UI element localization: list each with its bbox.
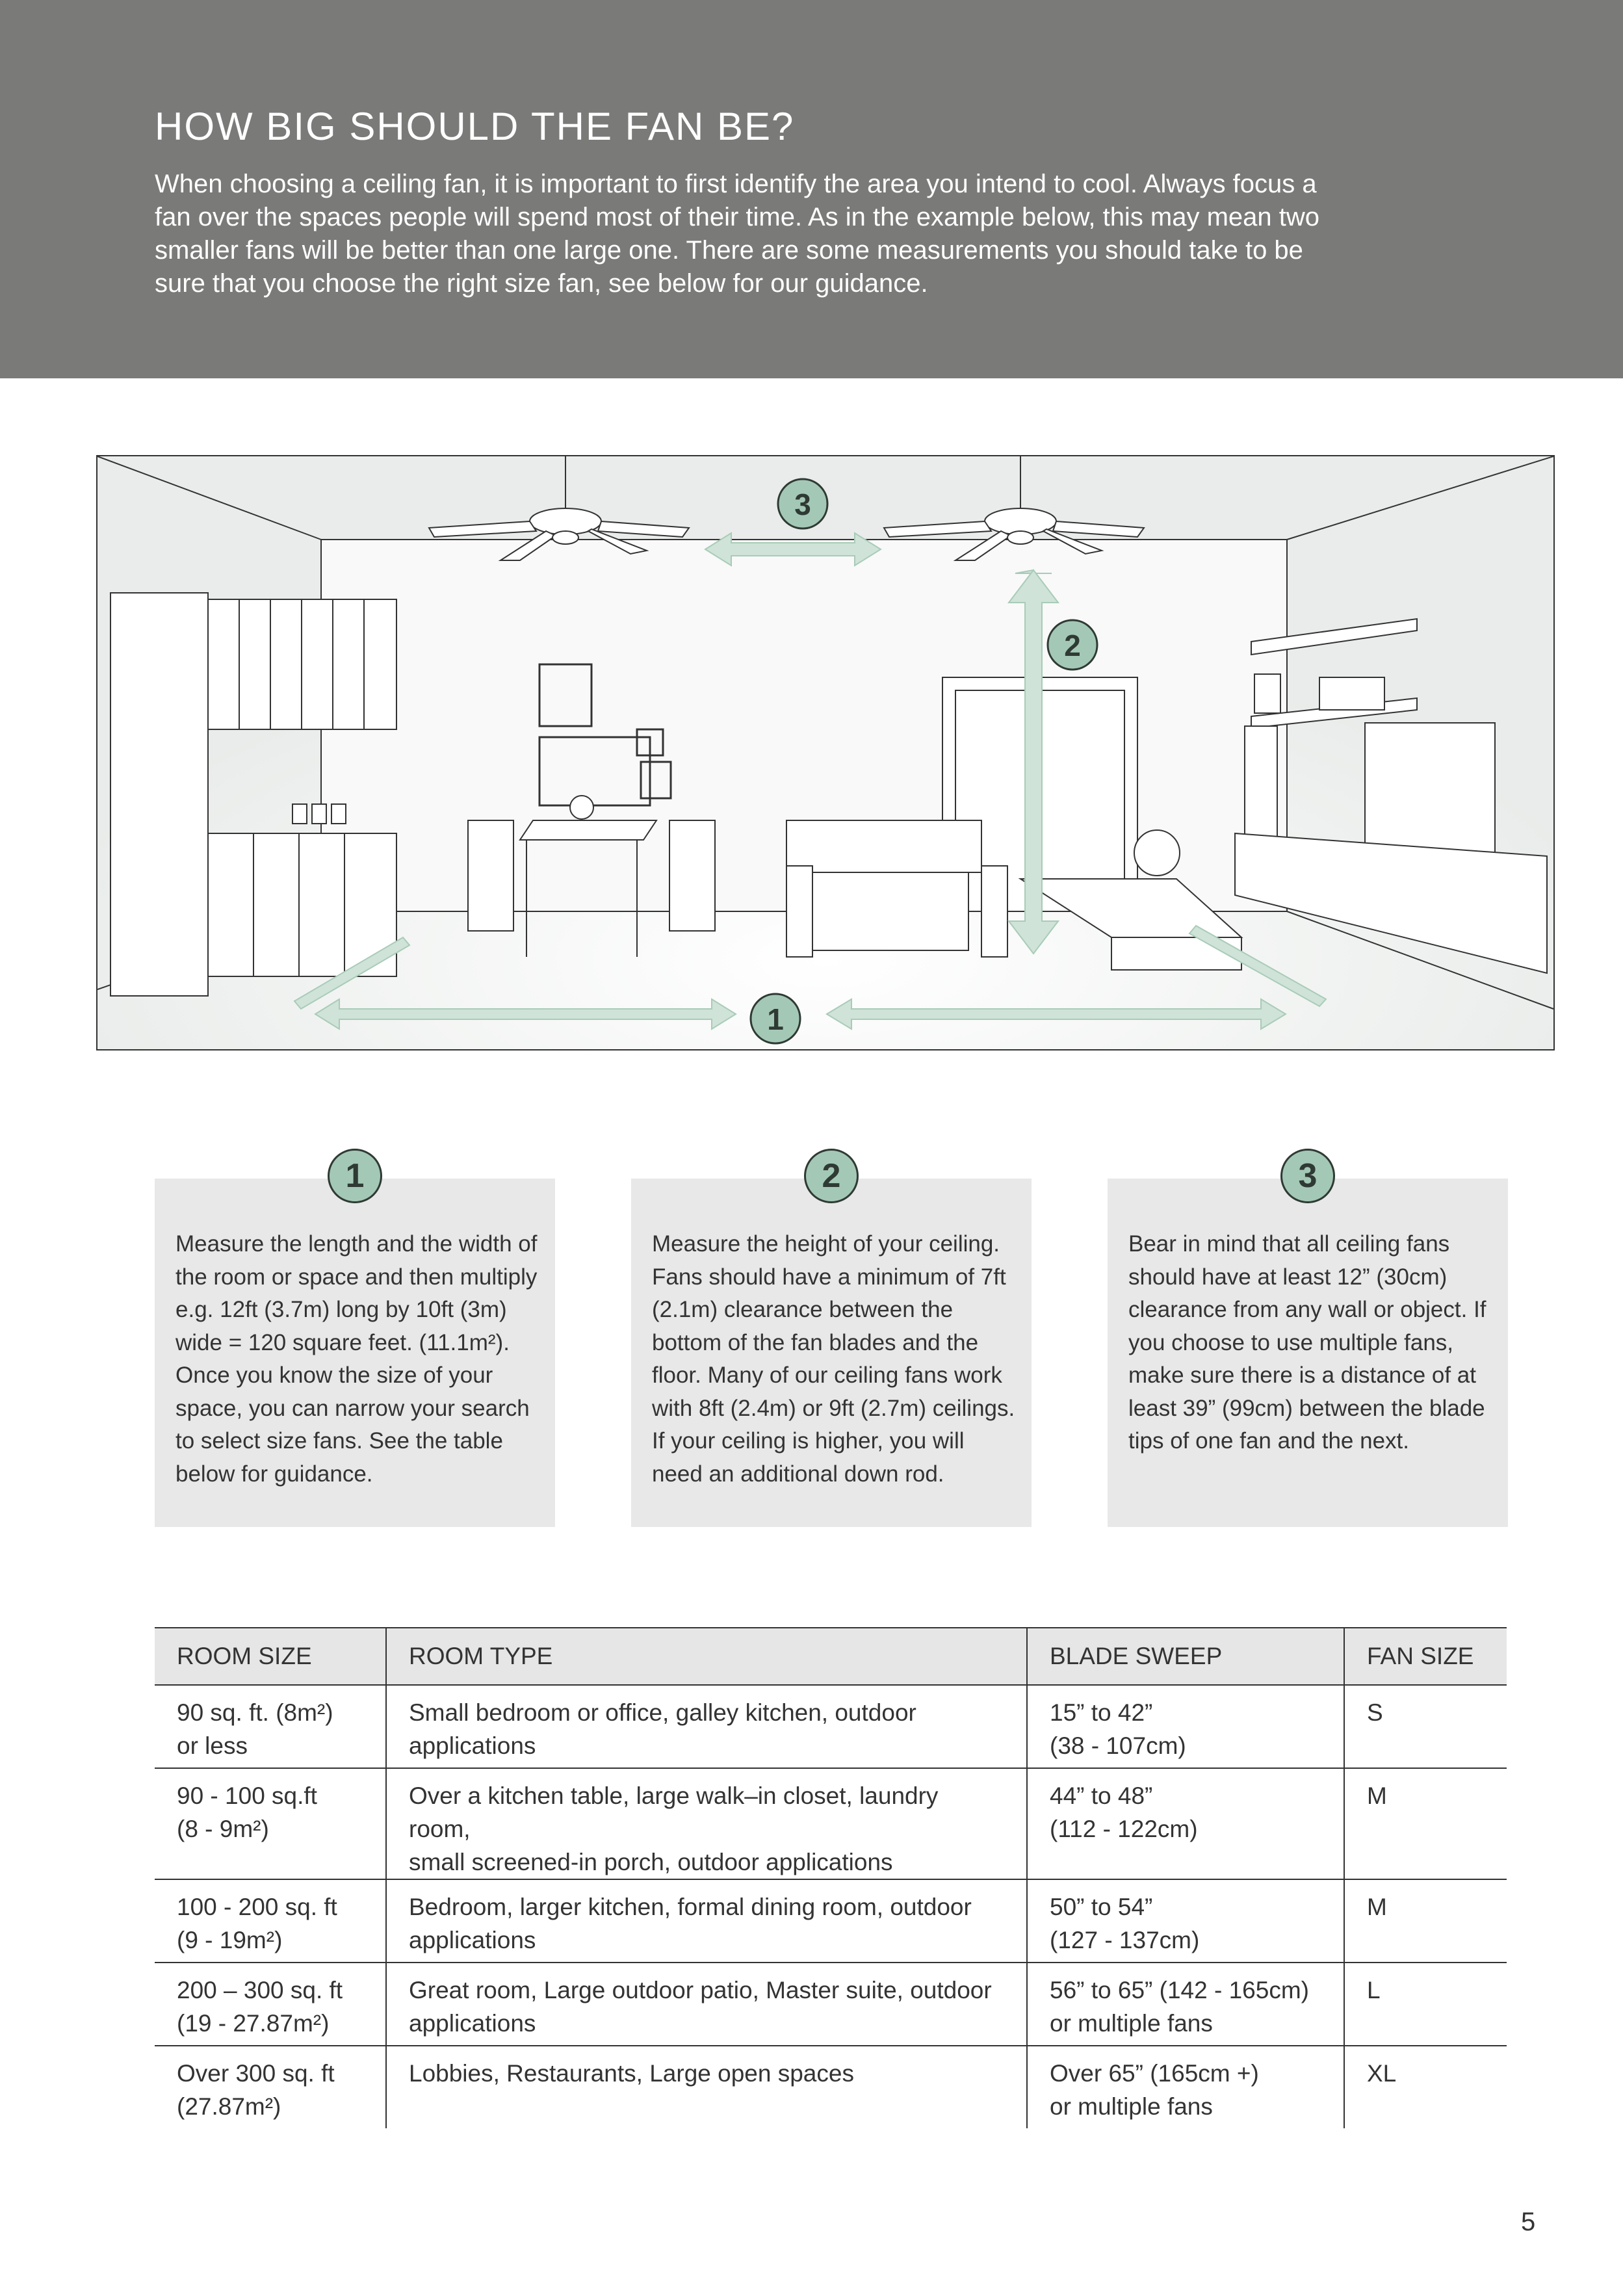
step-card-3 [1108,1157,1508,1527]
room-size-cell: Over 300 sq. ft (27.87m²) [177,2060,335,2120]
marker-3 [778,479,827,528]
table-row [155,1879,1507,1963]
room-size-cell: 200 – 300 sq. ft (19 - 27.87m²) [155,1963,386,2046]
page-title: HOW BIG SHOULD THE FAN BE? [155,105,795,148]
fan-size-cell: L [1344,1963,1507,2046]
fan-size-cell: S [1344,1685,1507,1768]
table-row [155,1963,1507,2046]
intro-paragraph: When choosing a ceiling fan, it is important to first identify the area you intend to cool. Always focus a fan over the spaces people will spend most of their time. As in the example below, this may mean two smaller fans will be better than one large one. There are some measurements you should take to be sure that you choose the right size fan, see below for our guidance. [155,170,1320,298]
marker-1 [751,994,800,1043]
room-type-cell: Over a kitchen table, large walk–in closet, laundry room, small screened-in porch, outdoor applications [386,1768,1027,1879]
room-type-cell: Bedroom, larger kitchen, formal dining room, outdoor applications [386,1879,1027,1963]
table-row [155,2046,1507,2128]
room-size-cell: 90 - 100 sq.ft (8 - 9m²) [155,1768,386,1879]
blade-sweep-cell: 50” to 54” (127 - 137cm) [1027,1879,1344,1963]
step-number-2: 2 [804,1149,859,1203]
table-row [155,1685,1507,1768]
marker-2 [1048,620,1097,670]
step-text-3: Bear in mind that all ceiling fans should have at least 12” (30cm) clearance from any wall or object. If you choose to use multiple fans, make sure there is a distance of at least 39” (99cm) between the blade tips of one fan and the next. [1128,1231,1487,1454]
blade-sweep-cell: 56” to 65” (142 - 165cm) or multiple fans [1027,1963,1344,2046]
fan-size-table [155,1627,1507,2128]
step-text-2: Measure the height of your ceiling. Fans should have a minimum of 7ft (2.1m) clearance between the bottom of the fan blades and the floor. Many of our ceiling fans work with 8ft (2.4m) or 9ft (2.7m) ceilings. If your ceiling is higher, you will need an additional down rod. [652,1231,1015,1487]
blade-sweep-cell: Over 65” (165cm +) or multiple fans [1027,2046,1344,2128]
room-type-cell: Great room, Large outdoor patio, Master suite, outdoor applications [386,1963,1027,2046]
room-type-cell: Lobbies, Restaurants, Large open spaces [386,2046,1027,2128]
room-illustration [96,455,1555,1050]
header-fan-size: FAN SIZE [1344,1628,1507,1685]
blade-sweep-cell: 44” to 48” (112 - 122cm) [1027,1768,1344,1879]
page-number: 5 [1521,2208,1536,2236]
header-banner [0,0,1623,378]
step-number-1: 1 [328,1149,382,1203]
room-size-cell: 100 - 200 sq. ft (9 - 19m²) [155,1879,386,1963]
room-type-cell: Small bedroom or office, galley kitchen, outdoor applications [386,1685,1027,1768]
header-blade-sweep: BLADE SWEEP [1027,1628,1344,1685]
svg-text:2: 2 [1064,629,1081,662]
room-size-cell: 90 sq. ft. (8m²) or less [155,1685,386,1768]
fan-size-cell: M [1344,1768,1507,1879]
header-room-size: ROOM SIZE [155,1628,386,1685]
svg-text:3: 3 [794,488,811,521]
fan-size-cell: M [1344,1879,1507,1963]
header-room-type: ROOM TYPE [386,1628,1027,1685]
table-header-row [155,1628,1507,1685]
blade-sweep-cell: 15” to 42” (38 - 107cm) [1027,1685,1344,1768]
step-card-1 [155,1157,555,1527]
step-text-1: Measure the length and the width of the room or space and then multiply e.g. 12ft (3.7m) long by 10ft (3m) wide = 120 square feet. (11.1m²). Once you know the size of your space, you can narrow your search to select size fans. See the table below for guidance. [175,1231,538,1487]
table-row [155,1768,1507,1879]
step-card-2 [631,1157,1032,1527]
step-number-3: 3 [1280,1149,1335,1203]
fan-size-cell: XL [1344,2046,1507,2128]
svg-text:1: 1 [767,1002,784,1036]
